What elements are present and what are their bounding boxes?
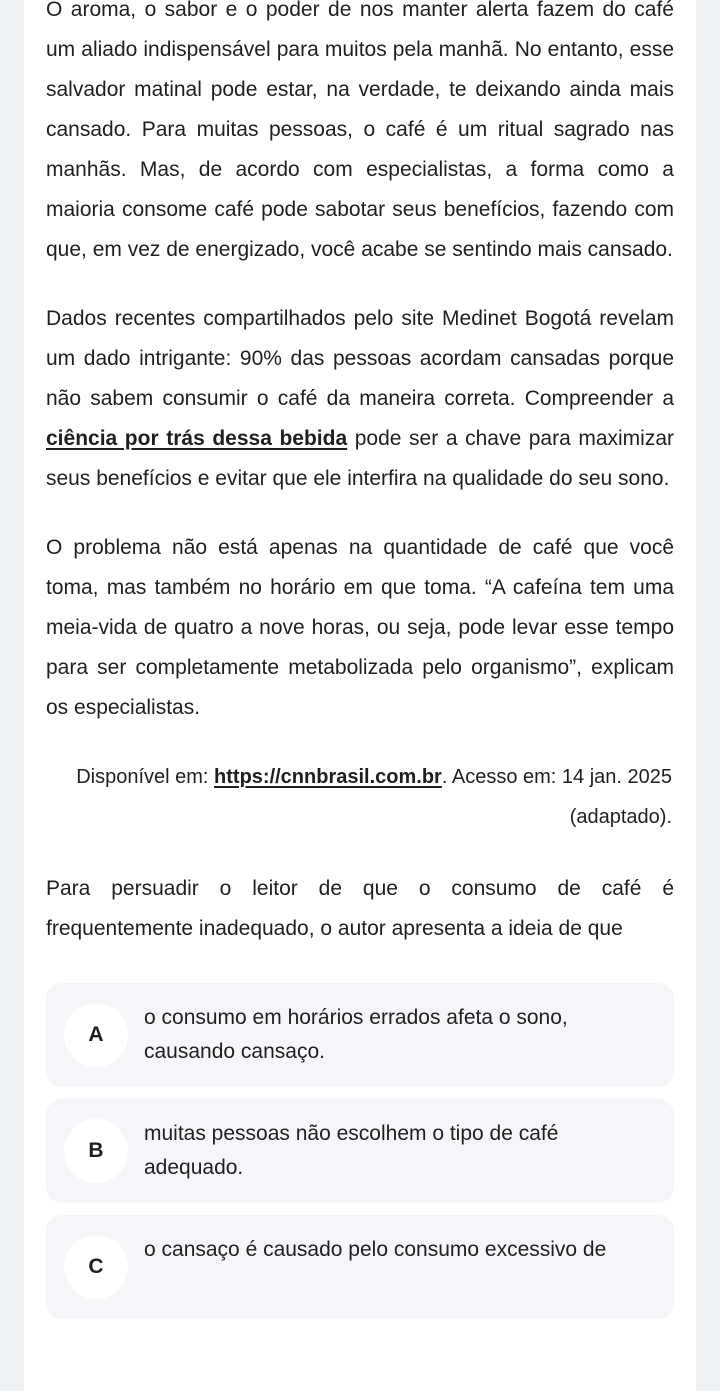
question-prompt: Para persuadir o leitor de que o consumo de café é frequentemente inadequado, o autor apresenta a ideia de que <box>46 877 674 940</box>
article-paragraph-2-end: pode ser a chave para maximizar seus benefícios e evitar que ele interfira na qualidade do seu sono. <box>46 427 675 490</box>
option-c[interactable] <box>46 1215 674 1319</box>
option-letter-badge: A <box>64 1003 128 1067</box>
source-link[interactable]: https://cnnbrasil.com.br <box>214 766 442 788</box>
option-letter-badge: C <box>64 1235 128 1299</box>
option-text: muitas pessoas não escolhem o tipo de café adequado. <box>144 1122 559 1179</box>
article-paragraph-3: O problema não está apenas na quantidade de café que você toma, mas também no horário em que toma. “A cafeína tem uma meia-vida de quatro a nove horas, ou seja, pode levar esse tempo para ser completamente metabolizada pelo organismo”, explicam os especialistas. <box>46 536 674 719</box>
source-citation <box>46 757 674 837</box>
option-a[interactable] <box>46 983 674 1087</box>
article-paragraph-2 <box>46 299 674 499</box>
option-text: o consumo em horários errados afeta o sono, causando cansaço. <box>144 1006 568 1063</box>
source-prefix: Disponível em: <box>76 766 215 788</box>
question-card <box>24 0 696 1391</box>
answer-options <box>46 983 674 1319</box>
article-paragraph-1: O aroma, o sabor e o poder de nos manter alerta fazem do café um aliado indispensável para muitos pela manhã. No entanto, esse salvador matinal pode estar, na verdade, te deixando ainda mais cansado. Para muitas pessoas, o café é um ritual sagrado nas manhãs. Mas, de acordo com especialistas, a forma como a maioria consome café pode sabotar seus benefícios, fazendo com que, em vez de energizado, você acabe se sentindo mais cansado. <box>46 0 674 261</box>
source-suffix: . Acesso em: 14 jan. 2025 (adaptado). <box>441 766 672 828</box>
science-link[interactable]: ciência por trás dessa bebida <box>46 427 348 450</box>
option-b[interactable] <box>46 1099 674 1203</box>
article-paragraph-2-start: Dados recentes compartilhados pelo site Medinet Bogotá revelam um dado intrigante: 90% das pessoas acordam cansadas porque não sabem consumir o café da maneira correta. Compreender a <box>46 307 674 410</box>
option-letter-badge: B <box>64 1119 128 1183</box>
option-text: o cansaço é causado pelo consumo excessivo de <box>144 1238 607 1261</box>
